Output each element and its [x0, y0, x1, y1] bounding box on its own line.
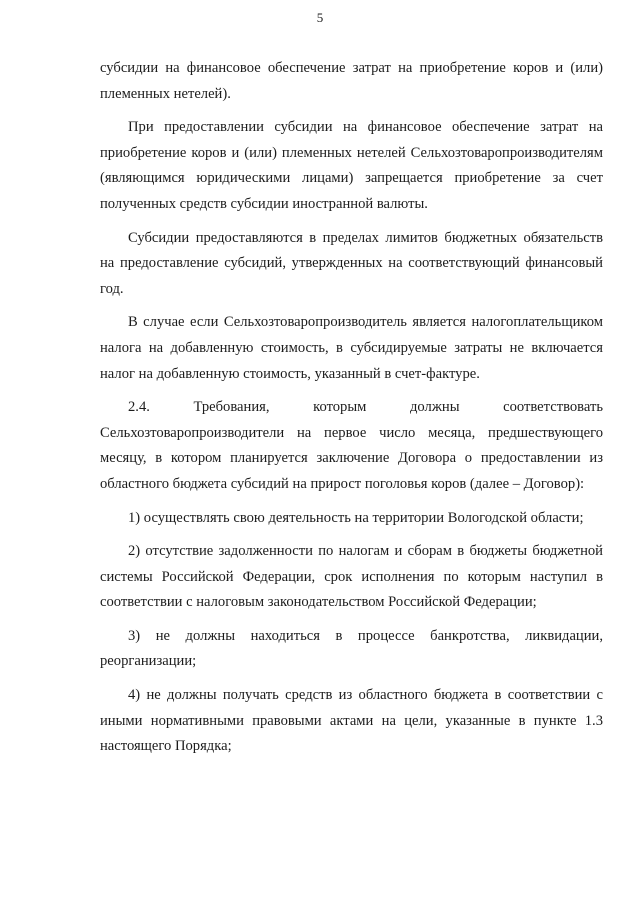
paragraph-budget-limits: Субсидии предоставляются в пределах лимитов бюджетных обязательств на предоставление субсидий, утвержденных на соответствующий финансовый год.: [100, 229, 603, 297]
list-item-2-no-tax-debt: 2) отсутствие задолженности по налогам и сборам в бюджеты бюджетной системы Российской Федерации, срок исполнения по которым наступил в соответствии с налоговым законодательством Российской Федерации;: [100, 543, 603, 611]
paragraph-currency-prohibition: При предоставлении субсидии на финансовое обеспечение затрат на приобретение коров и (или) племенных нетелей Сельхозтоваропроизводителям (являющимся юридическими лицами) запрещается приобретение за счет полученных средств субсидии иностранной валюты.: [100, 119, 603, 212]
document-body: [100, 56, 603, 760]
list-item-1-territory: 1) осуществлять свою деятельность на территории Вологодской области;: [128, 509, 584, 526]
page-number: 5: [316, 10, 324, 25]
paragraph-subsidy-purpose-end: субсидии на финансовое обеспечение затрат на приобретение коров и (или) племенных нетелей).: [100, 60, 603, 102]
paragraph-vat: В случае если Сельхозтоваропроизводитель является налогоплательщиком налога на добавленную стоимость, в субсидируемые затраты не включается налог на добавленную стоимость, указанный в счет-фактуре.: [100, 314, 603, 382]
list-item-4-no-other-funds: 4) не должны получать средств из областного бюджета в соответствии с иными нормативными правовыми актами на цели, указанные в пункте 1.3 настоящего Порядка;: [100, 687, 603, 755]
list-item-3-no-bankruptcy: 3) не должны находиться в процессе банкротства, ликвидации, реорганизации;: [100, 627, 603, 670]
paragraph-section-2-4-requirements: 2.4. Требования, которым должны соответствовать Сельхозтоваропроизводители на первое число месяца, предшествующего месяцу, в котором планируется заключение Договора о предоставлении из областного бюджета субсидий на прирост поголовья коров (далее – Договор):: [100, 399, 603, 492]
